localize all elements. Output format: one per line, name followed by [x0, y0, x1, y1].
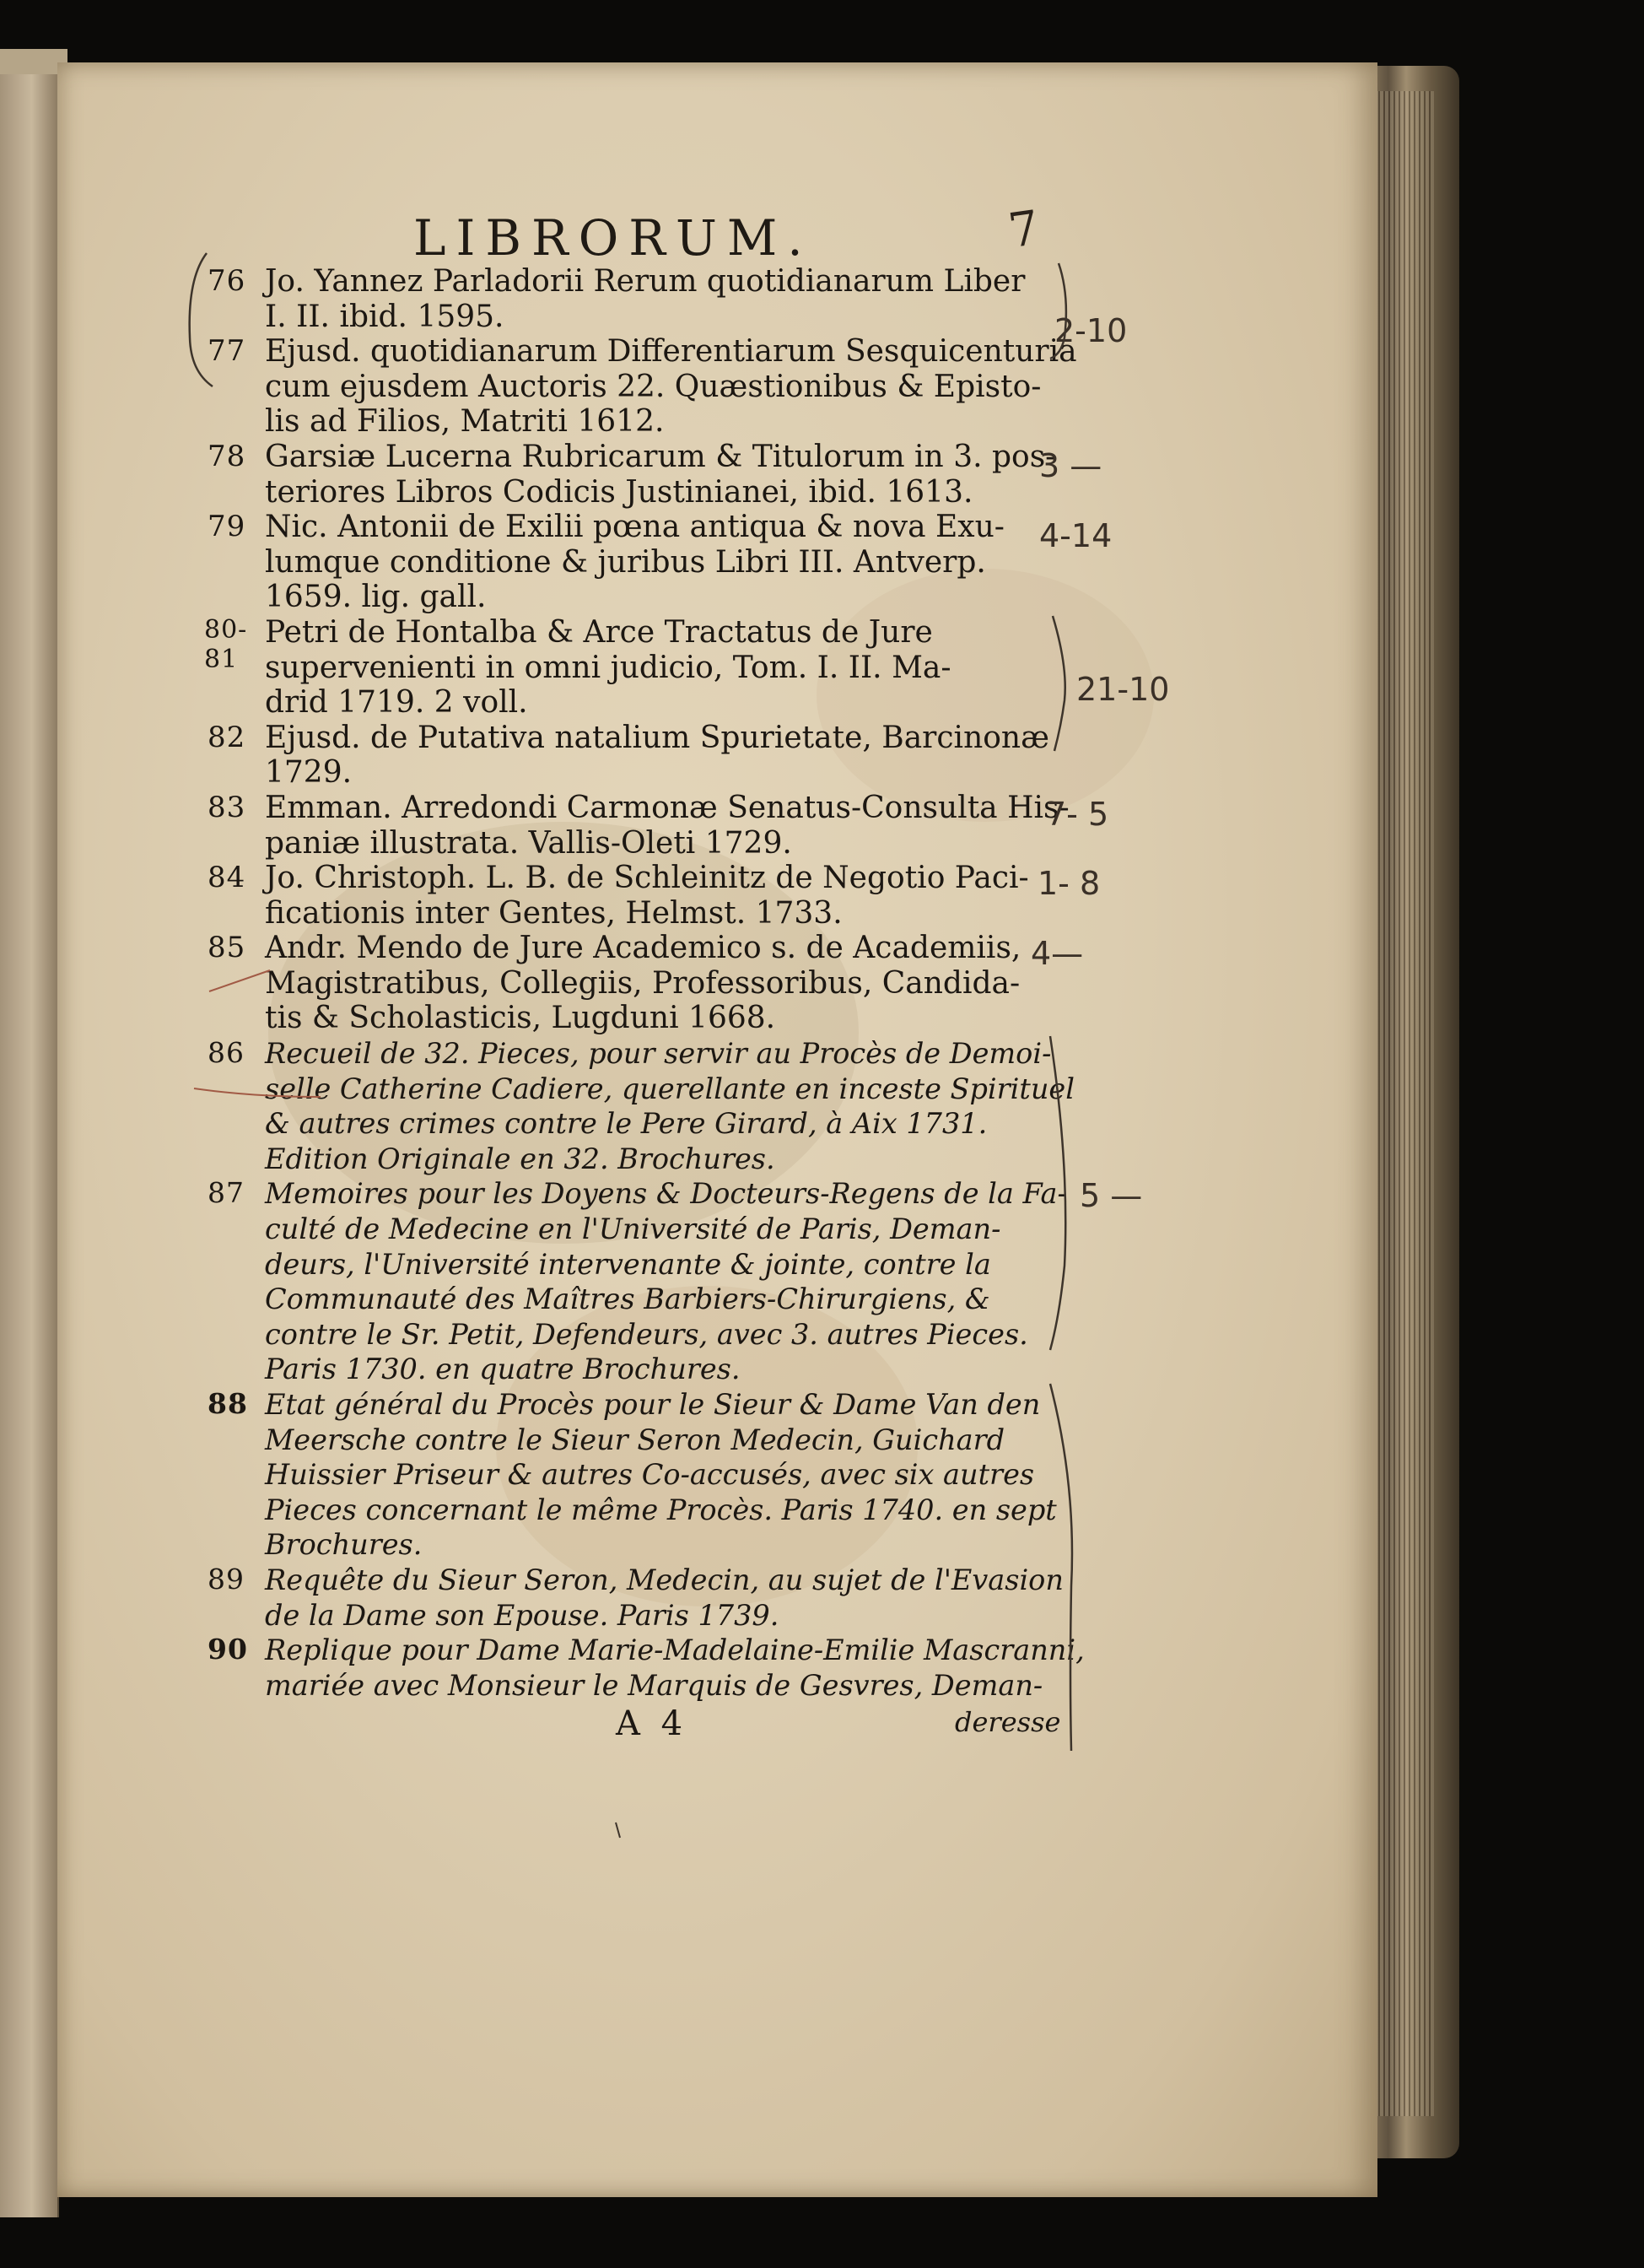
- entry-line: Recueil de 32. Pieces, pour servir au Procès de Demoi-: [265, 1037, 1052, 1071]
- entry-line: Memoires pour les Doyens & Docteurs-Regens de la Fa-: [265, 1177, 1067, 1211]
- entry-number: 86: [208, 1036, 245, 1070]
- entry-number: 85: [208, 931, 246, 965]
- entry-line: I. II. ibid. 1595.: [265, 299, 504, 334]
- bracket-mark: [1050, 1384, 1072, 1751]
- entry-line: 1729.: [265, 755, 353, 791]
- entry-line: Edition Originale en 32. Brochures.: [265, 1142, 775, 1175]
- entry-line: lis ad Filios, Matriti 1612.: [265, 404, 665, 440]
- page-number: 7: [1005, 200, 1043, 260]
- entry-line: Emman. Arredondi Carmonæ Senatus-Consulta His-: [265, 790, 1070, 825]
- entry-line: Pieces concernant le même Procès. Paris 1740. en sept: [265, 1493, 1057, 1526]
- entry-line: contre le Sr. Petit, Defendeurs, avec 3. autres Pieces.: [265, 1317, 1028, 1351]
- entry-line: paniæ illustrata. Vallis-Oleti 1729.: [265, 825, 792, 861]
- pencil-annotation: 2-10: [1054, 312, 1128, 349]
- entry-line: selle Catherine Cadiere, querellante en inceste Spirituel: [265, 1072, 1075, 1105]
- entry-line: Jo. Christoph. L. B. de Schleinitz de Negotio Paci-: [265, 861, 1029, 896]
- entry-line: mariée avec Monsieur le Marquis de Gesvres, Deman-: [265, 1668, 1043, 1702]
- entry-number: 79: [208, 510, 246, 544]
- entry-line: Ejusd. de Putativa natalium Spurietate, Barcinonæ: [265, 720, 1049, 755]
- entry-line: Andr. Mendo de Jure Academico s. de Academiis,: [265, 931, 1021, 966]
- pencil-annotation: 7- 5: [1046, 796, 1109, 833]
- entry-line: Jo. Yannez Parladorii Rerum quotidianarum Liber: [265, 264, 1026, 299]
- entry-line: Nic. Antonii de Exilii pœna antiqua & nova Exu-: [265, 510, 1005, 545]
- entry-line: Garsiæ Lucerna Rubricarum & Titulorum in 3. pos-: [265, 439, 1056, 474]
- entry-number: 90: [208, 1633, 248, 1666]
- catchword: deresse: [955, 1706, 1061, 1738]
- entry-line: Paris 1730. en quatre Brochures.: [265, 1353, 741, 1386]
- entry-line: lumque conditione & juribus Libri III. Antverp.: [265, 544, 986, 580]
- entry-line: Requête du Sieur Seron, Medecin, au sujet de l'Evasion: [265, 1563, 1064, 1596]
- entry-number: 88: [208, 1387, 248, 1420]
- entry-number: 89: [208, 1562, 245, 1596]
- entry-number: 84: [208, 861, 246, 895]
- entry-line: Replique pour Dame Marie-Madelaine-Emilie Mascranni,: [265, 1634, 1085, 1667]
- bracket-mark: [190, 253, 213, 386]
- pencil-annotation: 21-10: [1076, 671, 1170, 708]
- pencil-annotation: 5 —: [1080, 1177, 1143, 1214]
- pencil-annotation: 4-14: [1039, 517, 1113, 554]
- entry-line: drid 1719. 2 voll.: [265, 685, 528, 721]
- pencil-annotation: 3 —: [1039, 447, 1102, 484]
- pencil-annotation: 4—: [1031, 935, 1084, 972]
- entry-number: 83: [208, 790, 246, 824]
- entry-line: Ejusd. quotidianarum Differentiarum Sesquicenturia: [265, 334, 1077, 370]
- entry-line: supervenienti in omni judicio, Tom. I. II. Ma-: [265, 650, 951, 685]
- entry-line: & autres crimes contre le Pere Girard, à Aix 1731.: [265, 1107, 988, 1141]
- entry-line: culté de Medecine en l'Université de Paris, Deman-: [265, 1212, 1001, 1246]
- entry-line: Meersche contre le Sieur Seron Medecin, Guichard: [265, 1423, 1005, 1456]
- entry-line: Brochures.: [265, 1528, 423, 1562]
- entry-number: 80-81: [204, 614, 248, 674]
- entry-number: 77: [208, 334, 246, 369]
- entry-number: 82: [208, 720, 246, 754]
- pencil-tick: [616, 1822, 620, 1838]
- red-pencil-mark: [209, 970, 270, 991]
- entry-line: Huissier Priseur & autres Co-accusés, avec six autres: [265, 1458, 1035, 1492]
- pencil-annotation: 1- 8: [1038, 865, 1101, 902]
- entry-line: 1659. lig. gall.: [265, 580, 487, 615]
- entry-line: Etat général du Procès pour le Sieur & Dame Van den: [265, 1388, 1041, 1421]
- red-pencil-mark: [194, 1088, 321, 1097]
- bracket-mark: [1050, 1036, 1065, 1350]
- bracket-mark: [1050, 263, 1066, 359]
- entry-line: Petri de Hontalba & Arce Tractatus de Jure: [265, 614, 933, 650]
- entry-line: cum ejusdem Auctoris 22. Quæstionibus & Episto-: [265, 369, 1042, 404]
- entry-line: tis & Scholasticis, Lugduni 1668.: [265, 1001, 776, 1036]
- entry-line: Magistratibus, Collegiis, Professoribus, Candida-: [265, 965, 1021, 1001]
- entry-line: teriores Libros Codicis Justinianei, ibid. 1613.: [265, 474, 973, 510]
- running-header: LIBRORUM.: [413, 209, 813, 267]
- entry-line: ficationis inter Gentes, Helmst. 1733.: [265, 895, 843, 931]
- entry-line: deurs, l'Université intervenante & jointe, contre la: [265, 1247, 991, 1281]
- signature-mark: A 4: [616, 1704, 688, 1743]
- entry-line: de la Dame son Epouse. Paris 1739.: [265, 1598, 779, 1632]
- entry-line: Communauté des Maîtres Barbiers-Chirurgiens, &: [265, 1282, 990, 1316]
- entry-number: 78: [208, 439, 246, 473]
- entry-number: 87: [208, 1176, 245, 1210]
- bracket-mark: [1053, 616, 1065, 751]
- entry-number: 76: [208, 264, 246, 298]
